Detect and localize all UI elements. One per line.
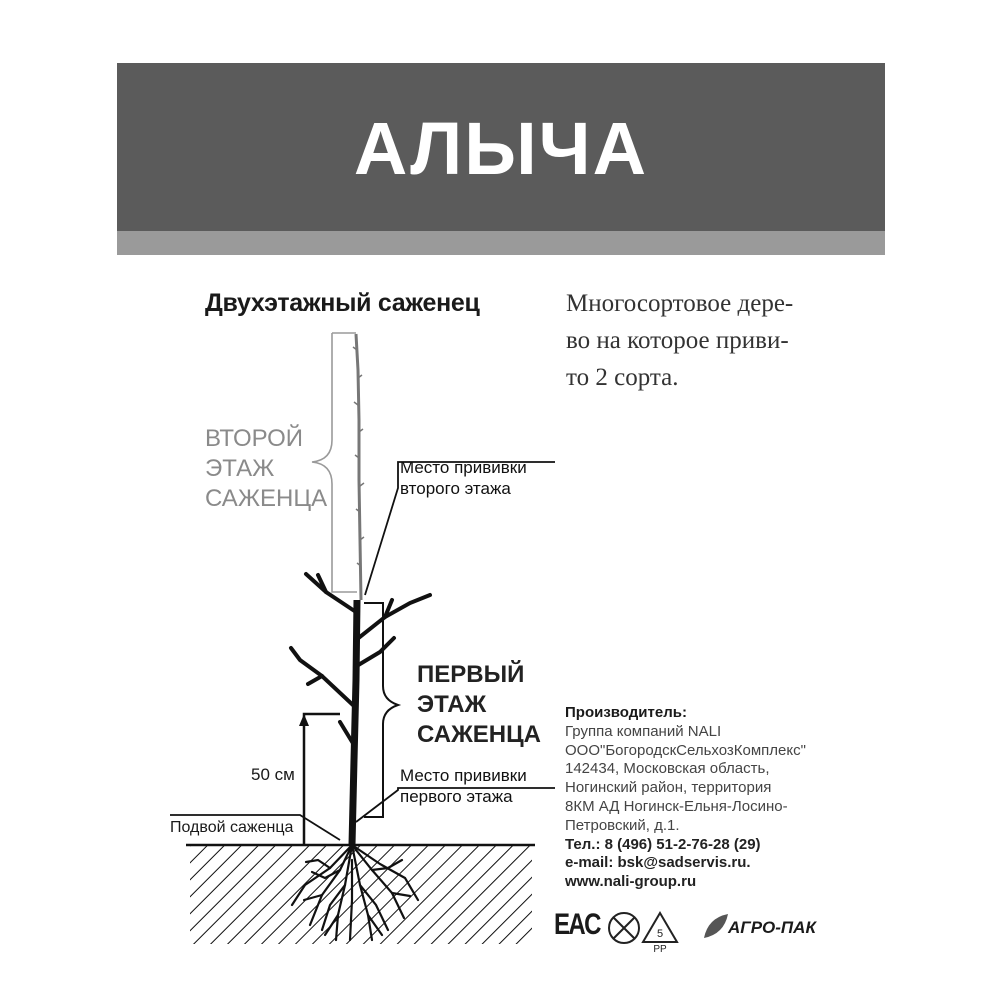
producer-line: 142434, Московская область, (565, 760, 770, 778)
product-title: АЛЫЧА (353, 107, 649, 190)
description-line: во на которое приви- (566, 327, 789, 354)
brand-logo: АГРО-ПАК (728, 918, 816, 937)
rootstock-label: Подвой саженца (170, 819, 294, 836)
producer-phone: Тел.: 8 (496) 51-2-76-28 (29) (565, 835, 761, 853)
height-label: 50 см (251, 765, 295, 784)
producer-line: Группа компаний NALI (565, 722, 722, 740)
recycle-number: 5 (656, 928, 664, 940)
graft-second-label: Место прививки второго этажа (400, 458, 527, 498)
second-floor-label: ВТОРОЙ ЭТАЖ САЖЕНЦА (205, 425, 328, 512)
recycle-code: PP (653, 944, 667, 955)
producer-line: Петровский, д.1. (565, 816, 680, 834)
description-line: то 2 сорта. (566, 364, 679, 391)
ground-hatch (190, 846, 532, 944)
no-glass-fork-icon (609, 913, 639, 943)
height-arrow-top (299, 714, 309, 726)
height-dimension (304, 714, 340, 845)
producer-heading: Производитель: (565, 704, 687, 721)
producer-email: e-mail: bsk@sadservis.ru. (565, 854, 751, 872)
first-floor-label: ПЕРВЫЙ ЭТАЖ САЖЕНЦА (417, 661, 541, 748)
graft-first-label: Место прививки первого этажа (400, 766, 527, 806)
scion-stem (356, 334, 361, 600)
producer-line: ООО"БогородскСельхозКомплекс" (565, 741, 806, 759)
producer-block (565, 704, 806, 892)
producer-line: 8КМ АД Ногинск-Ельня-Лосино- (565, 797, 788, 815)
brand-leaf-icon (704, 914, 728, 938)
subtitle: Двухэтажный саженец (205, 289, 480, 317)
description-line: Многосортовое дере- (566, 290, 794, 317)
producer-website: www.nali-group.ru (565, 873, 697, 891)
first-floor-bracket (364, 603, 398, 817)
eac-mark: EAC (554, 908, 600, 941)
trunk (352, 600, 357, 845)
producer-line: Ногинский район, территория (565, 779, 772, 797)
